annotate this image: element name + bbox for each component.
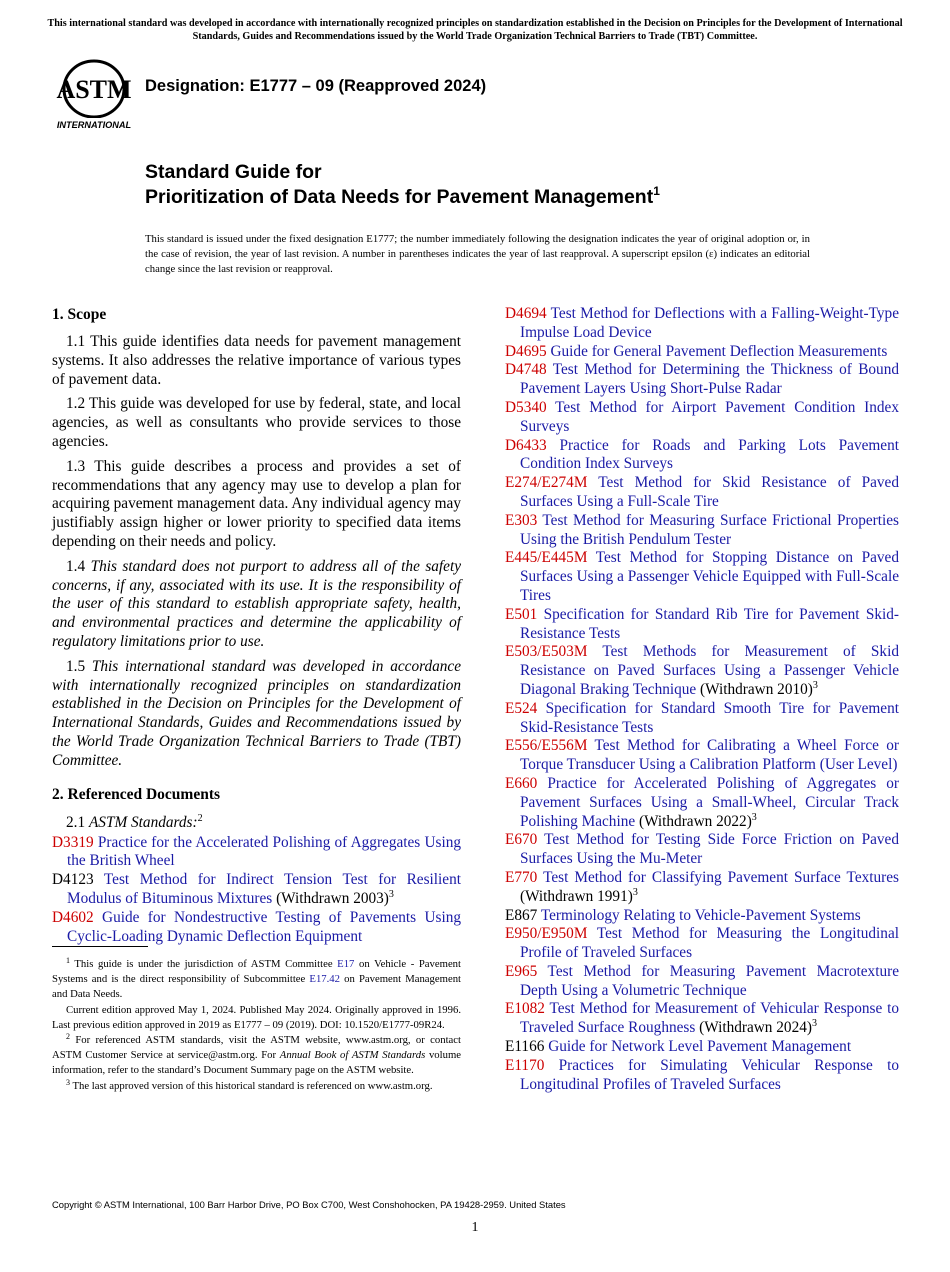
reference-item: [505, 907, 899, 926]
right-reference-list: [505, 305, 899, 1094]
reference-title-link[interactable]: Test Method for Indirect Tension Test for Resilient Modulus of Bituminous Mixtures: [67, 871, 461, 907]
reference-item: [505, 1000, 899, 1038]
reference-item: [505, 399, 899, 437]
astm-logo: [52, 58, 136, 132]
reference-item: [505, 963, 899, 1001]
reference-code: E867: [505, 906, 538, 924]
reference-code[interactable]: E1082: [505, 1000, 545, 1018]
footnote-3-text: The last approved version of this historical standard is referenced on www.astm.org.: [72, 1079, 433, 1092]
footnote-2: [52, 1033, 461, 1079]
reference-code: D4123: [52, 871, 94, 889]
reference-code[interactable]: D4695: [505, 342, 547, 360]
withdrawn-note: (Withdrawn 1991): [520, 887, 633, 905]
title-line-1: Standard Guide for: [145, 161, 322, 183]
paragraph-1-1: 1.1 This guide identifies data needs for pavement management systems. It also addresses the relative importance of various types of pavement data.: [52, 333, 461, 388]
reference-code[interactable]: D4602: [52, 908, 94, 926]
referenced-documents-heading: 2. Referenced Documents: [52, 785, 221, 803]
reference-title-link[interactable]: Test Method for Measurement of Vehicular Response to Traveled Surface Roughness: [520, 1000, 899, 1037]
reference-item: [505, 643, 899, 699]
footnote-1: [52, 957, 461, 1003]
footnote-3-mark: 3: [66, 1077, 70, 1087]
reference-item: [52, 834, 461, 872]
reference-title-link[interactable]: Test Method for Measuring the Longitudinal Profile of Traveled Surfaces: [520, 925, 899, 962]
top-notice: This international standard was developed in accordance with internationally recognized principles on standardization established in the Decision on Principles for the Development of International Standards, Guides and Recommendations issued by the World Trade Organization Technical Barriers to Trade (TBT) Committee.: [47, 18, 903, 42]
reference-code[interactable]: E524: [505, 699, 538, 717]
paragraph-1-3: 1.3 This guide describes a process and provides a set of recommendations that any agency may use to develop a plan for acquiring pavement management data. Any individual agency may justifiably assign higher or lower priority to specified data items depending on their needs and policy.: [52, 457, 461, 550]
page-number: 1: [471, 1220, 479, 1235]
withdrawn-note: (Withdrawn 2022): [638, 812, 752, 830]
reference-code[interactable]: D5340: [505, 398, 547, 416]
reference-code[interactable]: E274/E274M: [505, 474, 588, 492]
title-line-2: [145, 185, 660, 210]
reference-title-link[interactable]: Test Method for Airport Pavement Condition Index Surveys: [520, 398, 899, 435]
reference-code[interactable]: E503/E503M: [505, 643, 588, 661]
reference-code[interactable]: E303: [505, 511, 538, 529]
reference-item: [505, 831, 899, 869]
footnote-1-text-c: on Pavement Management and Data Needs.: [52, 973, 462, 1001]
reference-item: [505, 700, 899, 738]
withdrawn-note: (Withdrawn 2010): [700, 680, 813, 698]
left-column: [52, 305, 461, 946]
reference-item: [505, 775, 899, 831]
footnote-1-text-a: This guide is under the jurisdiction of ASTM Committee: [74, 958, 338, 970]
paragraph-1-5: [52, 658, 461, 771]
reference-item: [505, 474, 899, 512]
reference-title-link[interactable]: Terminology Relating to Vehicle-Pavement Systems: [540, 906, 861, 924]
footnote-1-mark: 1: [66, 956, 70, 965]
reference-item: [505, 869, 899, 907]
withdrawn-note: (Withdrawn 2003): [276, 889, 389, 907]
document-title: [145, 160, 660, 210]
reference-code[interactable]: E670: [505, 831, 538, 849]
reference-item: [505, 343, 899, 362]
reference-footnote-mark: 3: [812, 679, 818, 691]
paragraph-1-5-text: This international standard was developed in accordance with internationally recognized principles on standardization established in the Decision on Principles for the Development of International Standards, Guides and Recommendations issued by the World Trade Organization Technical Barriers to Trade (TBT) Committee.: [52, 657, 461, 769]
withdrawn-note: (Withdrawn 2024): [699, 1019, 812, 1037]
footnote-1-text-b: on Vehicle - Pavement Systems and is the direct responsibility of Subcommittee: [52, 958, 461, 986]
right-column: [505, 305, 899, 1094]
left-reference-list: [52, 834, 461, 947]
scope-heading: 1. Scope: [52, 306, 107, 323]
designation: Designation: E1777 – 09 (Reapproved 2024): [145, 77, 487, 95]
reference-code[interactable]: D6433: [505, 436, 547, 454]
reference-title-link[interactable]: Practice for the Accelerated Polishing of Aggregates Using the British Wheel: [67, 833, 461, 870]
subheading-footnote-mark: 2: [197, 812, 203, 824]
reference-code[interactable]: D4748: [505, 361, 547, 379]
logo-text-mark: ASTM: [56, 75, 132, 104]
footnote-2-text-a: For referenced ASTM standards, visit the ASTM website, www.astm.org, or contact ASTM Customer Service at service@astm.org. For: [52, 1034, 461, 1062]
paragraph-1-4: [52, 558, 461, 652]
reference-footnote-mark: 3: [811, 1018, 817, 1030]
reference-item: [505, 361, 899, 399]
reference-title-link[interactable]: Guide for Nondestructive Testing of Pavements Using Cyclic-Loading Dynamic Deflection Equipment: [67, 908, 461, 945]
subheading-label: ASTM Standards:: [88, 813, 198, 831]
reference-item: [505, 305, 899, 343]
reference-title-link[interactable]: Test Method for Measuring Pavement Macrotexture Depth Using a Volumetric Technique: [520, 962, 899, 999]
reference-code[interactable]: E556/E556M: [505, 737, 588, 755]
paragraph-1-4-number: 1.4: [66, 557, 86, 575]
reference-title-link[interactable]: Test Methods for Measurement of Skid Resistance on Paved Surfaces Using a Passenger Vehicle Diagonal Braking Technique: [520, 643, 899, 698]
reference-item: [505, 437, 899, 475]
astm-logo-icon: [52, 58, 136, 132]
committee-e17-link[interactable]: E17: [337, 958, 355, 970]
reference-title-link[interactable]: Practices for Simulating Vehicular Response to Longitudinal Profiles of Traveled Surfaces: [520, 1056, 899, 1093]
reference-title-link[interactable]: Test Method for Stopping Distance on Paved Surfaces Using a Passenger Vehicle Equipped with Full-Scale Tires: [520, 549, 899, 604]
reference-code: E1166: [505, 1038, 545, 1056]
reference-title-link[interactable]: Test Method for Measuring Surface Frictional Properties Using the British Pendulum Tester: [520, 511, 899, 548]
reference-title-link[interactable]: Test Method for Determining the Thickness of Bound Pavement Layers Using Short-Pulse Radar: [520, 361, 899, 398]
footnotes: [52, 957, 461, 1094]
reference-title-link[interactable]: Practice for Accelerated Polishing of Aggregates or Pavement Surfaces Using a Small-Wheel, Circular Track Polishing Machine: [520, 774, 899, 830]
reference-item: [505, 925, 899, 963]
reference-code[interactable]: D4694: [505, 305, 547, 322]
reference-title-link[interactable]: Test Method for Classifying Pavement Surface Textures: [543, 868, 899, 886]
reference-code[interactable]: E501: [505, 605, 538, 623]
reference-title-link[interactable]: Specification for Standard Rib Tire for Pavement Skid-Resistance Tests: [520, 605, 899, 642]
copyright-line: Copyright © ASTM International, 100 Barr Harbor Drive, PO Box C700, West Conshohocken, PA 19428-2959. United States: [52, 1199, 566, 1210]
title-main: Prioritization of Data Needs for Pavement Management: [145, 186, 654, 208]
logo-subtext: INTERNATIONAL: [56, 120, 132, 130]
reference-code[interactable]: D3319: [52, 833, 94, 851]
reference-title-link[interactable]: Guide for General Pavement Deflection Measurements: [550, 342, 888, 360]
reference-item: [505, 1057, 899, 1095]
reference-item: [52, 909, 461, 947]
subcommittee-e17-42-link[interactable]: E17.42: [309, 973, 340, 986]
reference-code[interactable]: E770: [505, 868, 538, 886]
reference-item: [505, 1038, 899, 1057]
title-footnote-mark: 1: [653, 184, 660, 198]
subheading-number: 2.1: [66, 813, 86, 831]
reference-footnote-mark: 3: [388, 888, 394, 900]
reference-title-link[interactable]: Test Method for Testing Side Force Friction on Paved Surfaces Using the Mu-Meter: [520, 831, 899, 868]
reference-footnote-mark: 3: [751, 811, 757, 823]
footnote-2-italic: Annual Book of ASTM Standards: [279, 1049, 426, 1062]
reference-item: [505, 512, 899, 550]
astm-standards-subheading: [66, 813, 461, 832]
paragraph-1-4-text: This standard does not purport to address all of the safety concerns, if any, associated with its use. It is the responsibility of the user of this standard to establish appropriate safety, health, and environmental practices and determine the applicability of regulatory limitations prior to use.: [52, 557, 462, 650]
paragraph-1-5-number: 1.5: [66, 657, 86, 675]
reference-footnote-mark: 3: [632, 886, 638, 898]
reference-item: [505, 549, 899, 605]
footnote-2-text-b: volume information, refer to the standard’s Document Summary page on the ASTM website.: [52, 1049, 462, 1077]
paragraph-1-2: 1.2 This guide was developed for use by federal, state, and local agencies, as well as consultants who provide services to those agencies.: [52, 395, 461, 450]
reference-item: [505, 606, 899, 644]
reference-title-link[interactable]: Specification for Standard Smooth Tire for Pavement Skid-Resistance Tests: [520, 699, 899, 736]
footnote-3: [52, 1079, 461, 1094]
reference-code[interactable]: E660: [505, 774, 538, 792]
reference-title-link[interactable]: Practice for Roads and Parking Lots Pavement Condition Index Surveys: [520, 436, 899, 473]
footnote-1-edition: Current edition approved May 1, 2024. Published May 2024. Originally approved in 1996. Last previous edition approved in 2019 as E1777 – 09 (2019). DOI: 10.1520/E1777-09R24.: [52, 1003, 461, 1031]
reference-code[interactable]: E965: [505, 962, 538, 980]
reference-item: [505, 737, 899, 775]
issued-note: This standard is issued under the fixed designation E1777; the number immediately following the designation indicates the year of original adoption or, in the case of revision, the year of last revision. A number in parentheses indicates the year of last reapproval. A superscript epsilon (ε) indicates an editorial change since the last revision or reapproval.: [145, 233, 810, 275]
footnote-2-mark: 2: [66, 1032, 70, 1042]
reference-title-link[interactable]: Guide for Network Level Pavement Management: [548, 1038, 852, 1056]
reference-item: [52, 871, 461, 909]
reference-title-link[interactable]: Test Method for Skid Resistance of Paved Surfaces Using a Full-Scale Tire: [520, 474, 899, 510]
reference-code[interactable]: E1170: [505, 1056, 545, 1074]
reference-code[interactable]: E445/E445M: [505, 549, 588, 567]
footnote-rule: [52, 946, 148, 947]
reference-code[interactable]: E950/E950M: [505, 925, 588, 943]
reference-title-link[interactable]: Test Method for Deflections with a Falling-Weight-Type Impulse Load Device: [520, 305, 899, 341]
reference-title-link[interactable]: Test Method for Calibrating a Wheel Force or Torque Transducer Using a Calibration Platform (User Level): [520, 737, 899, 774]
